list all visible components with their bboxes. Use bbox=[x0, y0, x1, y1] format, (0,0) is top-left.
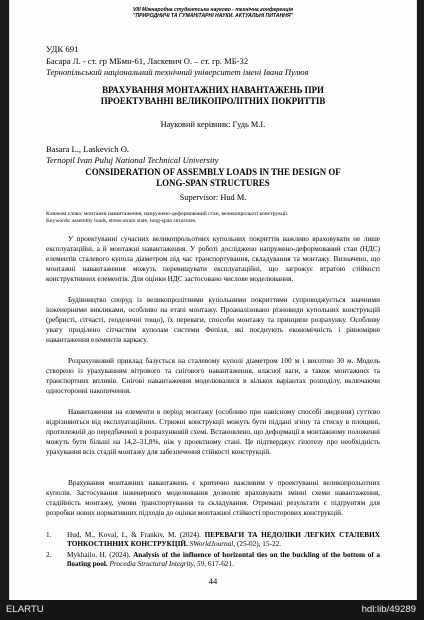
handle-id: hdl:lib/49289 bbox=[361, 604, 416, 615]
reference-number: 1. bbox=[46, 531, 52, 539]
keywords-en: Keywords: assembly loads, stress-strain state, long-span structures. bbox=[46, 218, 197, 224]
abstract-paragraph-3: Розрахунковий приклад базується на сталевому куполі діаметром 100 м і висотою 30 м. Модель створено із урахуванням вітрового та снігового навантаження, власної ваги, а також монтажних та транспортних впливів. Снігові навантаження моделювалися в кількох варіантах розподілу, включаючи односторонні накопичення. bbox=[46, 357, 380, 396]
reference-journal: SWorldJournal bbox=[189, 540, 234, 549]
reference-tail: , 617-621. bbox=[204, 560, 234, 569]
title-en bbox=[10, 167, 416, 189]
reference-title: ПЕРЕВАГИ ТА НЕДОЛІКИ ЛЕГКИХ СТАЛЕВИХ ТОНКОСТІННИХ КОНСТРУКЦІЙ. bbox=[67, 531, 381, 549]
reference-journal: Procedia Structural Integrity, 59 bbox=[109, 560, 205, 569]
conference-line-1: VIII Міжнародна студентська науково - технічна конференція bbox=[132, 7, 294, 13]
reference-number: 2. bbox=[46, 551, 52, 559]
title-uk-line-2: ПРОЕКТУВАННІ ВЕЛИКОПРОЛІТНИХ ПОКРИТТІВ bbox=[100, 96, 326, 106]
reference-title: Analysis of the influence of horizontal ties on the buckling of the bottom of a floating pool. bbox=[67, 551, 380, 569]
udk-code: УДК 691 bbox=[46, 44, 79, 54]
reference-item bbox=[46, 531, 380, 550]
reference-text bbox=[67, 531, 380, 550]
reference-tail: , (25-02), 15-22. bbox=[233, 540, 282, 549]
supervisor-uk: Науковий керівник: Гудь М.І. bbox=[160, 120, 266, 129]
repository-footer bbox=[0, 600, 424, 620]
authors-en: Basara L., Laskevich O. bbox=[46, 144, 130, 154]
university-uk: Тернопільський національний технічний університет імені Івана Пулюя bbox=[46, 67, 309, 77]
reference-authors: Hud, M., Koval, I., & Frankiv, M. (2024). bbox=[67, 531, 205, 539]
conference-line-2: "ПРИРОДНИЧІ ТА ГУМАНІТАРНІ НАУКИ. АКТУАЛЬНІ ПИТАННЯ" bbox=[133, 13, 293, 19]
title-uk-line-1: ВРАХУВАННЯ МОНТАЖНИХ НАВАНТАЖЕНЬ ПРИ bbox=[102, 85, 324, 95]
abstract-paragraph-2: Будівництво споруд із великопролітними купольними покриттями супроводжується значними інженерними викликами, особливо на етапі монтажу. Проаналізовано різновиди купольних конструкцій (ребристі, сітчасті, геодезичні тощо), їх переваги, способи монтажу та принципи розрахунку. Особливу увагу приділено сітчастим куполам системи Фепіля, які поєднують економічність і рівномірне навантаження елементів каркасу. bbox=[46, 296, 380, 345]
reference-authors: Mykhailo, H. (2024). bbox=[67, 551, 134, 559]
abstract-paragraph-1: У проектуванні сучасних великопрольотних купольних покриттів важливо враховувати не лише експлуатаційні, а й монтажні навантаження. У роботі досліджено напружено-деформований стан (НДС) елементів сталевого купола діаметром під час транспортування, складування та монтажу. Визначено, що монтажні навантаження можуть перевищувати експлуатаційні, що загрожує втратою стійкості конструктивних елементів. Для оцінки НДС застосовано числове моделювання. bbox=[46, 235, 380, 284]
title-en-line-1: CONSIDERATION OF ASSEMBLY LOADS IN THE DESIGN OF bbox=[85, 167, 341, 177]
page-number: 44 bbox=[208, 576, 218, 586]
conference-header bbox=[10, 7, 416, 19]
supervisor-en: Supervisor: Hud M. bbox=[179, 193, 247, 202]
title-en-line-2: LONG-SPAN STRUCTURES bbox=[156, 178, 270, 188]
reference-text bbox=[67, 551, 380, 570]
abstract-paragraph-4: Навантаження на елементи в період монтажу (особливо при навісному способі зведення) суттєво відрізняються від експлуатаційних. Стрижні конструкції можуть бути піддані згину та стиску в площині, протилежній до передбаченої в розрахунковій схемі. Встановлено, що деформації в монтажному положенні можуть бути більші на 14,2–31,8%, ніж у проектному стані. Це підтверджує гіпотезу про необхідність урахування всіх стадій монтажу для забезпечення стійкості конструкцій. bbox=[46, 408, 380, 457]
authors-uk: Басара Л. - ст. гр МБмн-61, Ласкевич О. – ст. гр. МБ-32 bbox=[46, 56, 249, 66]
repository-name: ELARTU bbox=[6, 604, 44, 615]
abstract-paragraph-5: Врахування монтажних навантажень є критично важливим у проектуванні великопрольотних куполів. Застосування інженерного моделювання дозволяє враховувати змінні схеми навантаження, стадійність монтажу, умови транспортування та складування. Отримані результати є підґрунтям для розробки нових нормативних підходів до оцінки монтажної стійкості просторових конструкцій. bbox=[46, 479, 380, 518]
paper-page bbox=[9, 0, 417, 600]
university-en: Ternopil Ivan Puluj National Technical University bbox=[46, 155, 219, 165]
reference-item bbox=[46, 551, 380, 570]
keywords-uk: Ключові слова: монтажні навантаження, напружено-деформований стан, великопрольоті конструкції. bbox=[46, 211, 289, 217]
title-uk bbox=[10, 85, 416, 107]
